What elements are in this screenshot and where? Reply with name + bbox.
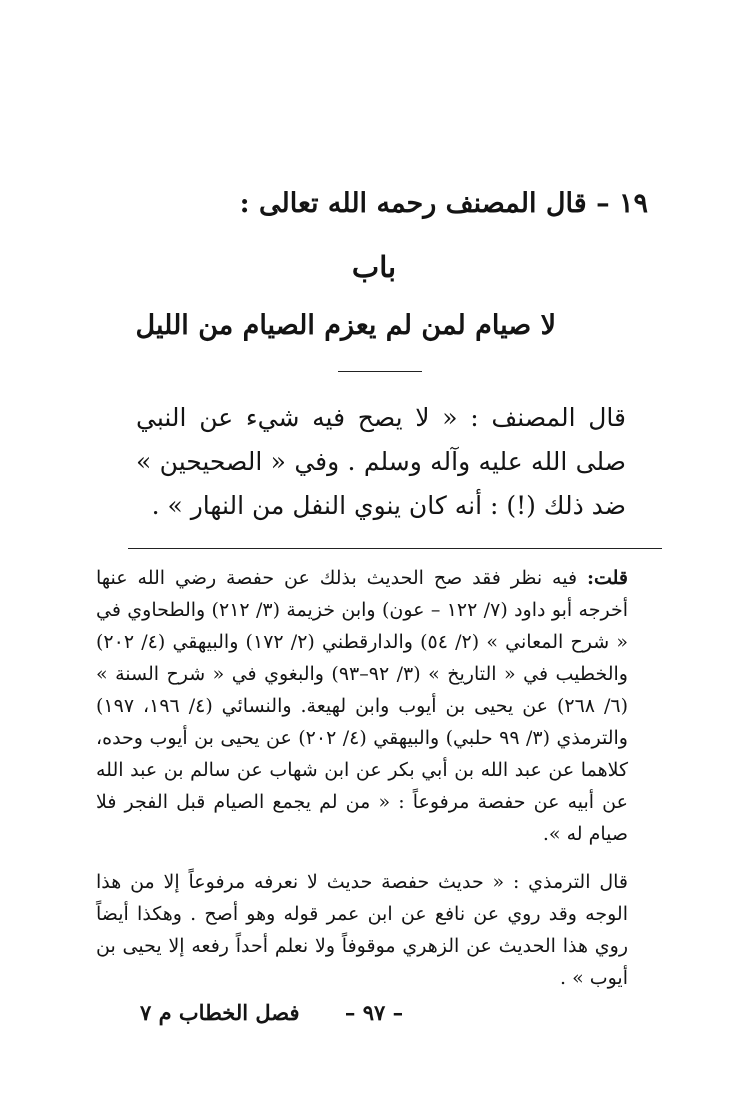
title-underline: [338, 371, 422, 372]
chapter-title: لا صيام لمن لم يعزم الصيام من الليل: [135, 310, 556, 341]
section-heading: ١٩ – قال المصنف رحمه الله تعالى :: [239, 188, 648, 219]
page-number: – ٩٧ –: [344, 1000, 404, 1025]
main-paragraph: قال المصنف : « لا يصح فيه شيء عن النبي صلى الله عليه وآله وسلم . وفي « الصحيحين » ضد ذلك (!) : أنه كان ينوي النفل من النهار » .: [136, 403, 626, 520]
note-paragraph-2: قال الترمذي : « حديث حفصة حديث لا نعرفه مرفوعاً إلا من هذا الوجه وقد روي عن نافع عن ابن عمر قوله وهو أصح . وهكذا أيضاً روي هذا الحديث عن الزهري موقوفاً ولا نعلم أحداً رفعه إلا يحيى بن أيوب » .: [96, 871, 628, 989]
page-footer: [0, 1000, 748, 1040]
note-paragraph-1-text: فيه نظر فقد صح الحديث بذلك عن حفصة رضي الله عنها أخرجه أبو داود (٧/ ١٢٢ – عون) وابن خزيمة (٣/ ٢١٢) والطحاوي في « شرح المعاني » (٢/ ٥٤) والدارقطني (٢/ ١٧٢) والبيهقي (٤/ ٢٠٢) والخطيب في « التاريخ » (٣/ ٩٢–٩٣) والبغوي في « شرح السنة » (٦/ ٢٦٨) عن يحيى بن أيوب وابن لهيعة. والنسائي (٤/ ١٩٦، ١٩٧) والترمذي (٣/ ٩٩ حلبي) والبيهقي (٤/ ٢٠٢) عن يحيى بن أيوب وحده، كلاهما عن عبد الله بن أبي بكر عن ابن شهاب عن سالم بن عبد الله عن أبيه عن حفصة مرفوعاً : « من لم يجمع الصيام قبل الفجر فلا صيام له ».: [96, 567, 628, 845]
chapter-label: باب: [351, 250, 397, 284]
book-signature: فصل الخطاب م ٧: [140, 1000, 300, 1025]
notes-section: [96, 562, 656, 994]
footnote-divider: [128, 548, 662, 549]
main-text: [136, 396, 656, 528]
note-label: قلت:: [586, 567, 628, 589]
note-paragraph-1: [96, 562, 656, 850]
